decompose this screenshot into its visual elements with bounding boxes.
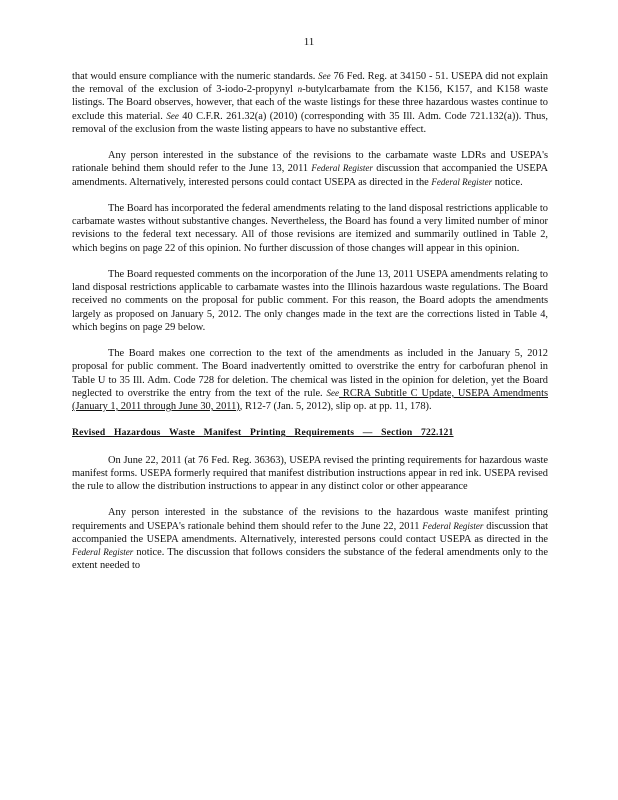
body-text (72, 70, 548, 586)
text-run: notice. The discussion that follows considers the substance of the federal amendments only to the extent needed to (72, 547, 548, 572)
paragraph-6 (72, 454, 548, 494)
text-run: , R12-7 (Jan. 5, 2012), slip op. at pp. 11, 178). (239, 401, 432, 413)
paragraph-2 (72, 149, 548, 189)
italic-run: Federal Register (72, 547, 134, 558)
paragraph-4 (72, 268, 548, 334)
text-run: The Board has incorporated the federal amendments relating to the land disposal restrictions applicable to carbamate wastes without substantive changes. Nevertheless, the Board has found a very limited number of minor revisions to the federal text necessary. All of those revisions are itemized and summarily outlined in Table 2, which begins on page 22 of this opinion. No further discussion of those changes will appear in this opinion. (72, 203, 548, 254)
text-run: On June 22, 2011 (at 76 Fed. Reg. 36363), USEPA revised the printing requirements for hazardous waste manifest forms. USEPA formerly required that manifest distribution instructions appear in red ink. USEPA revised the rule to allow the distribution instructions to appear in any distinct color or other appearance (72, 454, 548, 493)
page-number: 11 (303, 36, 315, 48)
text-run: The Board requested comments on the incorporation of the June 13, 2011 USEPA amendments relating to land disposal restrictions applicable to carbamate wastes into the Illinois hazardous waste regulations. The Board received no comments on the proposal for public comment. For this reason, the Board adopts the amendments largely as proposed on January 5, 2012. The only changes made in the text are the corrections listed in Table 4, which begins on page 29 below. (72, 269, 548, 333)
text-run: 40 C.F.R. 261.32(a) (2010) (corresponding with 35 Ill. Adm. Code 721.132(a)). Thus, removal of the exclusion from the waste listing appears to have no substantive effect. (72, 110, 548, 135)
underlined-citation: RCRA Subtitle C Update, USEPA Amendments (January 1, 2011 through June 30, 2011) (72, 387, 548, 413)
text-run: notice. (492, 176, 523, 188)
text-run: The Board makes one correction to the text of the amendments as included in the January 5, 2012 proposal for public comment. The Board inadvertently omitted to overstrike the entry for carbofuran phenol in Table U to 35 Ill. Adm. Code 728 for deletion. The chemical was listed in the opinion for deletion, yet the Board neglected to overstrike the entry from the text of the rule. (72, 348, 548, 399)
paragraph-7 (72, 506, 548, 572)
italic-run: Federal Register (431, 176, 493, 187)
paragraph-1 (72, 70, 548, 136)
text-run: discussion that accompanied the USEPA amendments. Alternatively, interested persons could contact USEPA as directed in the (72, 520, 549, 545)
text-run: Any person interested in the substance of the revisions to the carbamate waste LDRs and USEPA's rationale behind them should refer to the June 13, 2011 (72, 150, 548, 175)
section-heading: Revised Hazardous Waste Manifest Printing Requirements — Section 722.121 (72, 427, 454, 439)
text-run: 76 Fed. Reg. at 34150 - 51. USEPA did not explain the removal of the exclusion of 3-iodo-2-propynyl (72, 71, 548, 96)
text-run: Any person interested in the substance of the revisions to the hazardous waste manifest printing requirements and USEPA's rationale behind them should refer to the June 22, 2011 (72, 507, 548, 532)
paragraph-3 (72, 202, 548, 255)
italic-run: n (297, 84, 303, 95)
italic-run: Federal Register (311, 163, 373, 174)
paragraph-5 (72, 347, 548, 413)
text-run: discussion that accompanied the USEPA amendments. Alternatively, interested persons could contact USEPA as directed in the (72, 163, 548, 188)
italic-run: See (166, 110, 179, 121)
text-run: -butylcarbamate from the K156, K157, and K158 waste listings. The Board observes, however, that each of the waste listings for these three hazardous wastes continue to exclude this material. (72, 84, 548, 122)
italic-run: See (326, 387, 340, 398)
text-run: that would ensure compliance with the numeric standards. (72, 71, 319, 82)
italic-run: Federal Register (422, 520, 484, 531)
italic-run: See (318, 71, 331, 81)
